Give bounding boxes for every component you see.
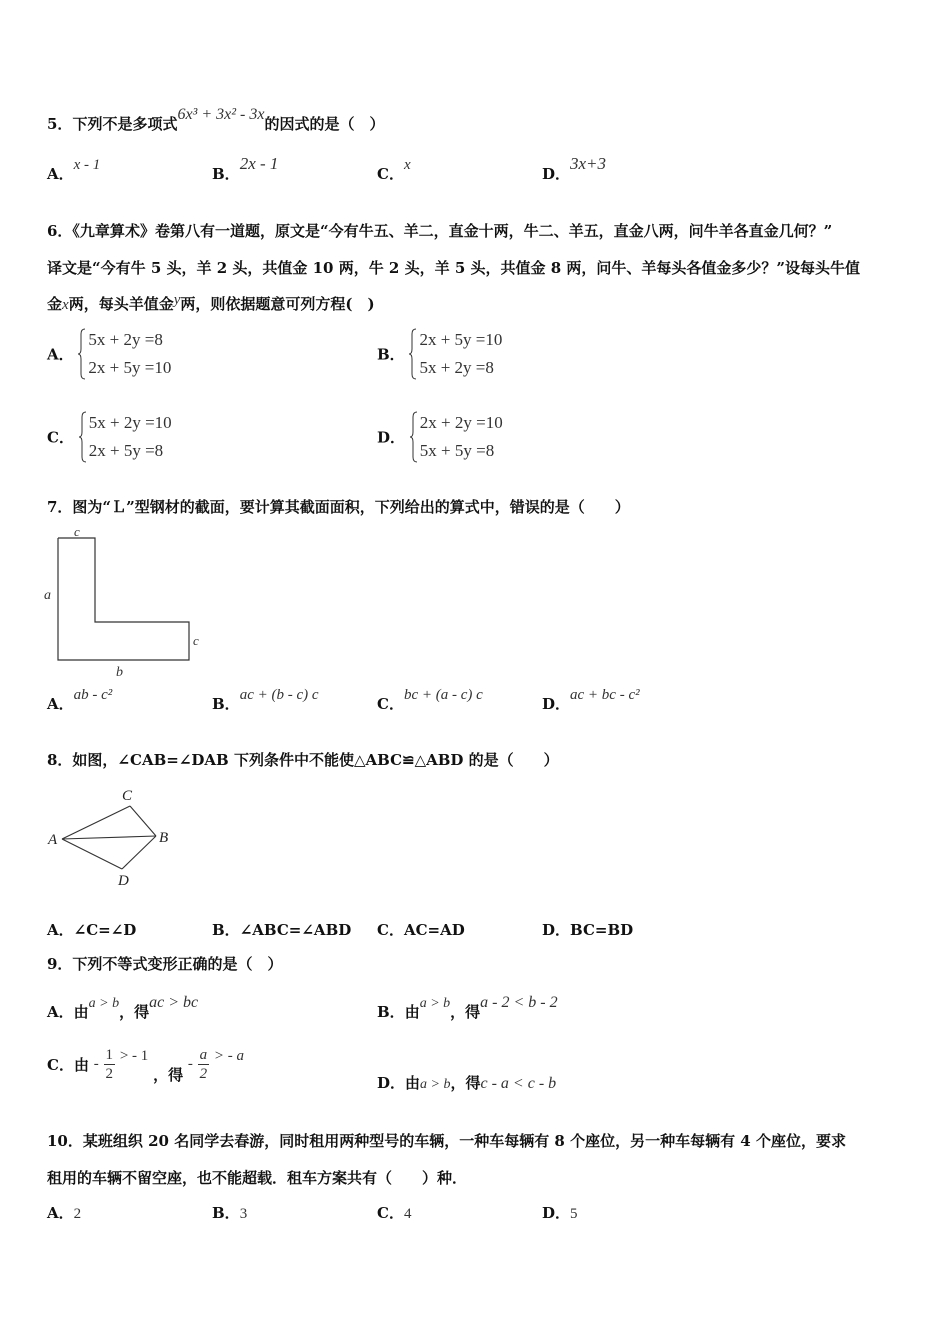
q7-option-c[interactable]: C．bc + (a - c) c — [377, 687, 483, 713]
q6-option-c[interactable]: C． 5x + 2y =10 2x + 5y =8 — [47, 409, 172, 465]
q5-option-a[interactable]: A．x - 1 — [47, 157, 101, 183]
q9-stem: 9．下列不等式变形正确的是（ ） — [47, 955, 283, 973]
segment-ac — [62, 806, 130, 839]
q5-option-d[interactable]: D．3x+3 — [542, 154, 607, 183]
equation-system: 5x + 2y =8 2x + 5y =10 — [78, 326, 171, 382]
q8-stem: 8．如图，∠CAB=∠DAB 下列条件中不能使△ABC≌△ABD 的是（ ） — [47, 751, 559, 769]
q6-line-2: 译文是“今有牛 5 头，羊 2 头，共值金 10 两，牛 2 头，羊 5 头，共值金 8 两，问牛、羊每头各值金多少？”设每头牛值 — [47, 259, 860, 277]
segment-ad — [62, 839, 122, 869]
fraction-a-half: $\frac{a}{2}$ — [199, 1047, 208, 1082]
label-bottom-b: b — [116, 665, 123, 680]
label-left-a: a — [44, 588, 51, 603]
l-shape-figure — [40, 524, 210, 684]
brace-icon — [409, 328, 417, 380]
fraction-one-half: $\frac{1}{2}$ — [105, 1047, 114, 1082]
q5-option-b[interactable]: B．2x - 1 — [212, 154, 279, 183]
q9-option-d[interactable]: D．由a > b，得c - a < c - b — [377, 1074, 557, 1092]
q9-option-a[interactable]: A．由a > b，得ac > bc — [47, 994, 199, 1021]
q10-option-b[interactable]: B．3 — [212, 1204, 248, 1222]
q5-polynomial: 6x³ + 3x² - 3x — [177, 106, 265, 123]
q10-line-2: 租用的车辆不留空座，也不能超载．租车方案共有（ ）种． — [47, 1169, 468, 1187]
vertex-a: A — [48, 832, 58, 848]
q5-stem: 5．下列不是多项式6x³ + 3x² - 3x的因式的是（ ） — [47, 106, 385, 133]
q9-option-b[interactable]: B．由a > b，得a - 2 < b - 2 — [377, 994, 558, 1021]
q8-option-d[interactable]: D．BC=BD — [542, 921, 634, 939]
brace-icon — [78, 328, 86, 380]
l-shape-outline — [58, 538, 189, 660]
q7-option-d[interactable]: D．ac + bc - c² — [542, 687, 640, 713]
q10-line-1: 10．某班组织 20 名同学去春游，同时租用两种型号的车辆，一种车每辆有 8 个座位，另一种车每辆有 4 个座位，要求 — [47, 1132, 846, 1150]
q10-option-c[interactable]: C．4 — [377, 1204, 412, 1222]
q6-option-a[interactable]: A． 5x + 2y =8 2x + 5y =10 — [47, 326, 171, 382]
q7-option-a[interactable]: A．ab - c² — [47, 687, 113, 713]
brace-icon — [410, 411, 418, 463]
q6-option-b[interactable]: B． 2x + 5y =10 5x + 2y =8 — [377, 326, 502, 382]
vertex-d: D — [118, 873, 129, 889]
q10-option-a[interactable]: A．2 — [47, 1204, 82, 1222]
equation-system: 2x + 2y =10 5x + 5y =8 — [410, 409, 503, 465]
equation-system: 5x + 2y =10 2x + 5y =8 — [79, 409, 172, 465]
q9-option-c[interactable]: C．由 - $\frac{1}{2}$ > - 1 ，得 - $\frac{a}{2}$ > - a — [47, 1047, 245, 1084]
vertex-c: C — [122, 788, 133, 804]
kite-figure — [44, 784, 184, 894]
q5-option-c[interactable]: C．x — [377, 157, 411, 183]
q8-option-c[interactable]: C．AC=AD — [377, 921, 465, 939]
segment-cb — [130, 806, 156, 836]
equation-system: 2x + 5y =10 5x + 2y =8 — [409, 326, 502, 382]
segment-db — [122, 836, 156, 869]
q8-option-a[interactable]: A．∠C=∠D — [47, 921, 137, 939]
segment-ab — [62, 836, 156, 839]
label-top-c: c — [74, 524, 80, 539]
vertex-b: B — [159, 830, 169, 846]
q6-line-1: 6．《九章算术》卷第八有一道题，原文是“今有牛五、羊二，直金十两，牛二、羊五，直金八两，问牛羊各直金几何？” — [47, 222, 833, 240]
q7-option-b[interactable]: B．ac + (b - c) c — [212, 687, 319, 713]
q6-option-d[interactable]: D． 2x + 2y =10 5x + 5y =8 — [377, 409, 503, 465]
q6-line-3: 金x两，每头羊值金y两，则依据题意可列方程( ) — [47, 292, 375, 313]
brace-icon — [79, 411, 87, 463]
q10-option-d[interactable]: D．5 — [542, 1204, 578, 1222]
q7-stem: 7．图为“Ｌ”型钢材的截面，要计算其截面面积，下列给出的算式中，错误的是（ ） — [47, 498, 630, 516]
label-right-c: c — [193, 633, 199, 648]
q8-option-b[interactable]: B．∠ABC=∠ABD — [212, 921, 352, 939]
